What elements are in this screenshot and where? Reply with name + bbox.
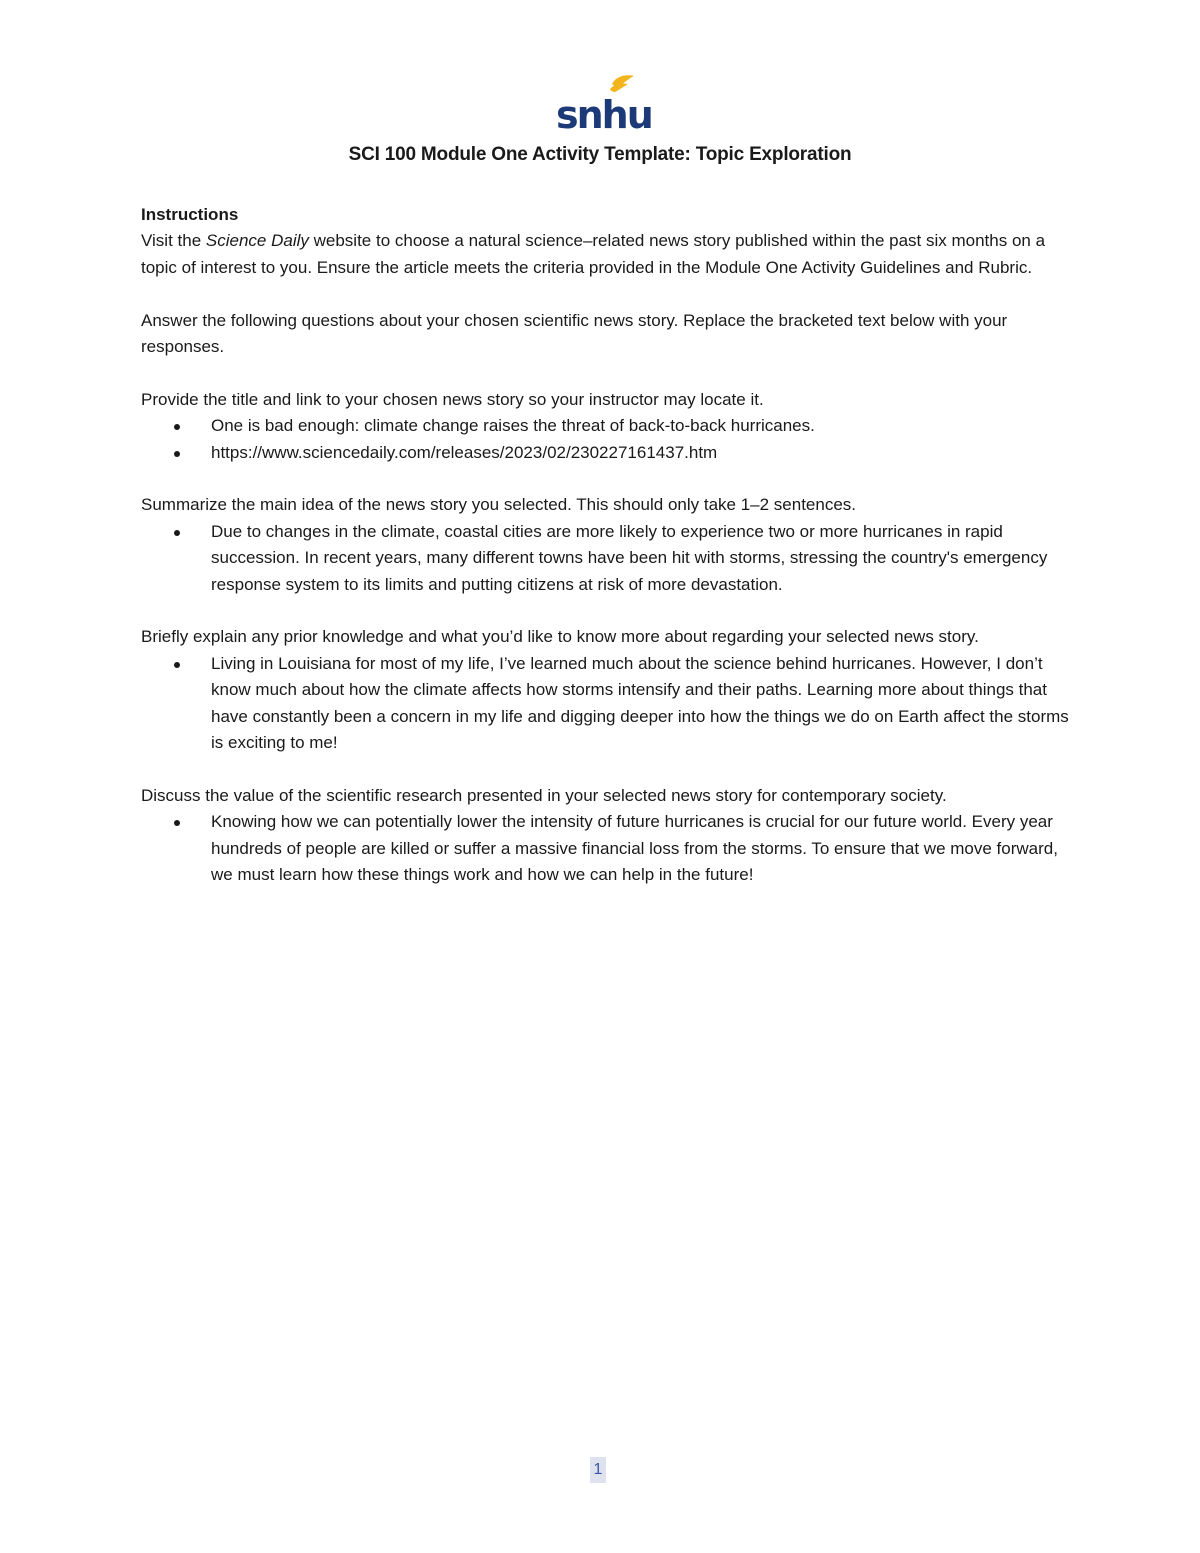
- bullet-icon: [174, 662, 180, 668]
- answer-instructions-paragraph: Answer the following questions about your chosen scientific news story. Replace the bracketed text below with your responses.: [141, 310, 1008, 357]
- document-title: SCI 100 Module One Activity Template: Topic Exploration: [348, 144, 852, 165]
- answer-item: Knowing how we can potentially lower the intensity of future hurricanes is crucial for our future world. Every year hundreds of people are killed or suffer a massive financial loss from the storms. To ensure that we move forward, we must learn how these things work and how we can help in the future!: [211, 809, 1071, 888]
- science-daily-italic: Science Daily: [205, 231, 309, 251]
- answer-item: Due to changes in the climate, coastal cities are more likely to experience two or more hurricanes in rapid succession. In recent years, many different towns have been hit with storms, stressing the country's emergency response system to its limits and putting citizens at risk of more devastation.: [211, 519, 1071, 598]
- answer-item: Living in Louisiana for most of my life, I’ve learned much about the science behind hurricanes. However, I don’t know much about how the climate affects how storms intensify and their paths. Learning more about things that have constantly been a concern in my life and digging deeper into how the things we do on Earth affect the storms is exciting to me!: [211, 651, 1071, 757]
- snhu-logo-graphic: [554, 72, 652, 137]
- question-prompt: Summarize the main idea of the news story you selected. This should only take 1–2 sentences.: [141, 495, 857, 515]
- question-prompt: Briefly explain any prior knowledge and what you’d like to know more about regarding your selected news story.: [141, 627, 979, 647]
- question-prompt: Provide the title and link to your chosen news story so your instructor may locate it.: [141, 389, 764, 409]
- answer-list: [141, 519, 1071, 598]
- flame-icon-lower: [610, 84, 628, 92]
- bullet-icon: [174, 820, 180, 826]
- bullet-icon: [174, 424, 180, 430]
- bullet-icon: [174, 451, 180, 457]
- snhu-logo: [554, 72, 652, 137]
- bullet-icon: [174, 530, 180, 536]
- question-prompt: Discuss the value of the scientific research presented in your selected news story for contemporary society.: [141, 785, 947, 805]
- page-number: 1: [590, 1457, 606, 1483]
- instructions-heading: Instructions: [141, 205, 239, 224]
- answer-list: [141, 413, 1071, 466]
- logo-wordmark: snhu: [556, 93, 652, 137]
- document-body: [141, 202, 1071, 888]
- answer-list: [141, 651, 1071, 757]
- answer-item: One is bad enough: climate change raises the threat of back-to-back hurricanes.: [211, 413, 1071, 439]
- answer-item-link: https://www.sciencedaily.com/releases/2023/02/230227161437.htm: [211, 440, 1071, 466]
- answer-list: [141, 809, 1071, 888]
- instructions-paragraph: Visit the Science Daily website to choose a natural science–related news story published within the past six months on a topic of interest to you. Ensure the article meets the criteria provided in the Module One Activity Guidelines and Rubric.: [141, 231, 1046, 277]
